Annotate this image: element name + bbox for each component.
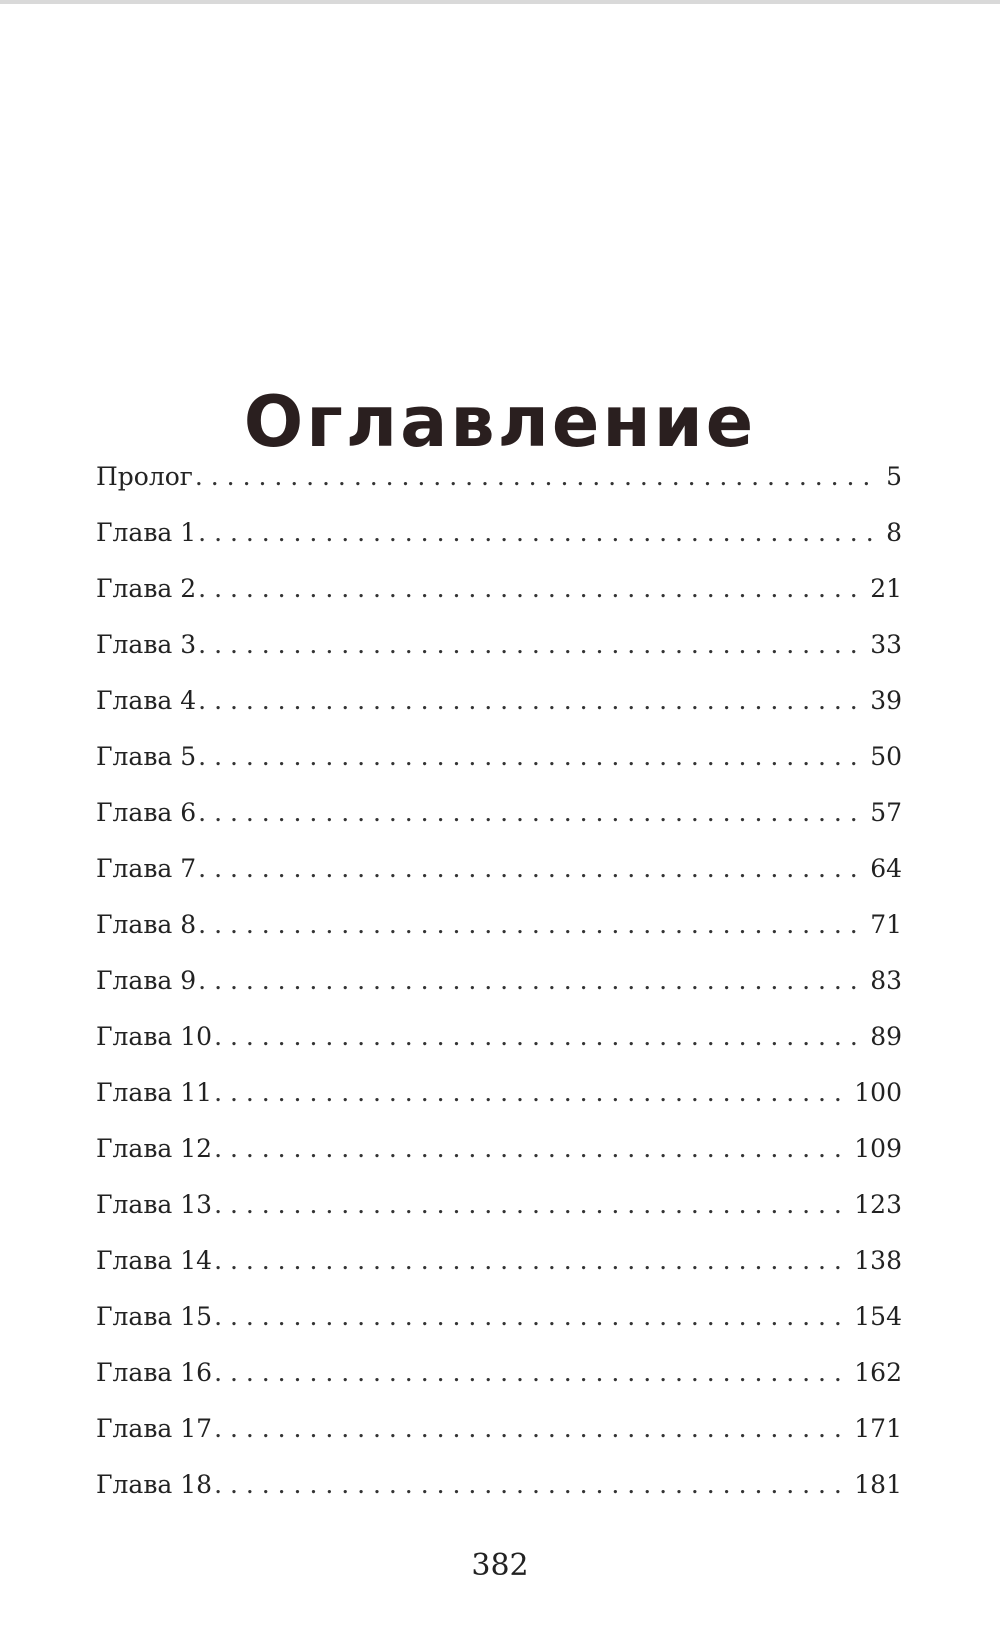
dot-leader bbox=[198, 966, 864, 996]
toc-entry-page: 171 bbox=[854, 1414, 902, 1443]
toc-entry-page: 39 bbox=[870, 686, 902, 715]
toc-entry-page: 50 bbox=[870, 742, 902, 771]
dot-leader bbox=[195, 462, 880, 492]
toc-entry[interactable] bbox=[96, 1358, 902, 1414]
dot-leader bbox=[214, 1190, 848, 1220]
toc-entry-page: 123 bbox=[854, 1190, 902, 1219]
toc-entry[interactable] bbox=[96, 1190, 902, 1246]
toc-entry-label: Глава 16 bbox=[96, 1358, 213, 1387]
toc-entry-label: Глава 9 bbox=[96, 966, 197, 995]
toc-entry-label: Глава 7 bbox=[96, 854, 197, 883]
dot-leader bbox=[214, 1134, 848, 1164]
toc-entry[interactable] bbox=[96, 966, 902, 1022]
toc-entry-label: Пролог bbox=[96, 462, 193, 491]
dot-leader bbox=[214, 1246, 848, 1276]
toc-entry[interactable] bbox=[96, 742, 902, 798]
toc-entry-page: 100 bbox=[854, 1078, 902, 1107]
toc-entry[interactable] bbox=[96, 798, 902, 854]
toc-entry-page: 64 bbox=[870, 854, 902, 883]
toc-entry-page: 57 bbox=[870, 798, 902, 827]
dot-leader bbox=[198, 854, 864, 884]
toc-entry[interactable] bbox=[96, 1022, 902, 1078]
dot-leader bbox=[198, 742, 864, 772]
toc-entry-page: 181 bbox=[854, 1470, 902, 1499]
page-title: Оглавление bbox=[243, 380, 757, 463]
toc-entry[interactable] bbox=[96, 462, 902, 518]
toc-entry[interactable] bbox=[96, 1078, 902, 1134]
toc-entry[interactable] bbox=[96, 1134, 902, 1190]
toc-entry-page: 21 bbox=[870, 574, 902, 603]
toc-entry-page: 138 bbox=[854, 1246, 902, 1275]
toc-entry-label: Глава 6 bbox=[96, 798, 197, 827]
toc-entry-label: Глава 3 bbox=[96, 630, 197, 659]
toc-entry-page: 109 bbox=[854, 1134, 902, 1163]
dot-leader bbox=[198, 686, 864, 716]
toc-entry[interactable] bbox=[96, 854, 902, 910]
toc-entry-page: 71 bbox=[870, 910, 902, 939]
table-of-contents bbox=[96, 462, 902, 1526]
dot-leader bbox=[198, 798, 864, 828]
dot-leader bbox=[214, 1302, 848, 1332]
toc-entry[interactable] bbox=[96, 630, 902, 686]
dot-leader bbox=[198, 574, 864, 604]
toc-entry-label: Глава 4 bbox=[96, 686, 197, 715]
toc-entry[interactable] bbox=[96, 1414, 902, 1470]
toc-entry-page: 5 bbox=[886, 462, 902, 491]
dot-leader bbox=[214, 1022, 864, 1052]
toc-entry-label: Глава 8 bbox=[96, 910, 197, 939]
toc-entry-label: Глава 10 bbox=[96, 1022, 213, 1051]
toc-entry-page: 154 bbox=[854, 1302, 902, 1331]
toc-entry[interactable] bbox=[96, 574, 902, 630]
toc-entry-label: Глава 13 bbox=[96, 1190, 213, 1219]
toc-entry-page: 162 bbox=[854, 1358, 902, 1387]
toc-entry[interactable] bbox=[96, 1246, 902, 1302]
toc-entry[interactable] bbox=[96, 686, 902, 742]
top-divider bbox=[0, 0, 1000, 4]
dot-leader bbox=[214, 1470, 848, 1500]
dot-leader bbox=[198, 518, 880, 548]
toc-entry-page: 33 bbox=[870, 630, 902, 659]
toc-entry-page: 83 bbox=[870, 966, 902, 995]
toc-entry-page: 8 bbox=[886, 518, 902, 547]
toc-entry-page: 89 bbox=[870, 1022, 902, 1051]
dot-leader bbox=[214, 1078, 848, 1108]
toc-entry-label: Глава 17 bbox=[96, 1414, 213, 1443]
dot-leader bbox=[198, 630, 864, 660]
dot-leader bbox=[214, 1358, 848, 1388]
toc-entry[interactable] bbox=[96, 1302, 902, 1358]
toc-entry-label: Глава 15 bbox=[96, 1302, 213, 1331]
toc-entry-label: Глава 12 bbox=[96, 1134, 213, 1163]
toc-entry-label: Глава 11 bbox=[96, 1078, 213, 1107]
toc-entry-label: Глава 1 bbox=[96, 518, 197, 547]
dot-leader bbox=[214, 1414, 848, 1444]
toc-entry[interactable] bbox=[96, 910, 902, 966]
toc-entry[interactable] bbox=[96, 518, 902, 574]
dot-leader bbox=[198, 910, 864, 940]
toc-entry-label: Глава 14 bbox=[96, 1246, 213, 1275]
toc-entry[interactable] bbox=[96, 1470, 902, 1526]
toc-entry-label: Глава 2 bbox=[96, 574, 197, 603]
toc-entry-label: Глава 5 bbox=[96, 742, 197, 771]
toc-entry-label: Глава 18 bbox=[96, 1470, 213, 1499]
page-number: 382 bbox=[471, 1548, 529, 1583]
